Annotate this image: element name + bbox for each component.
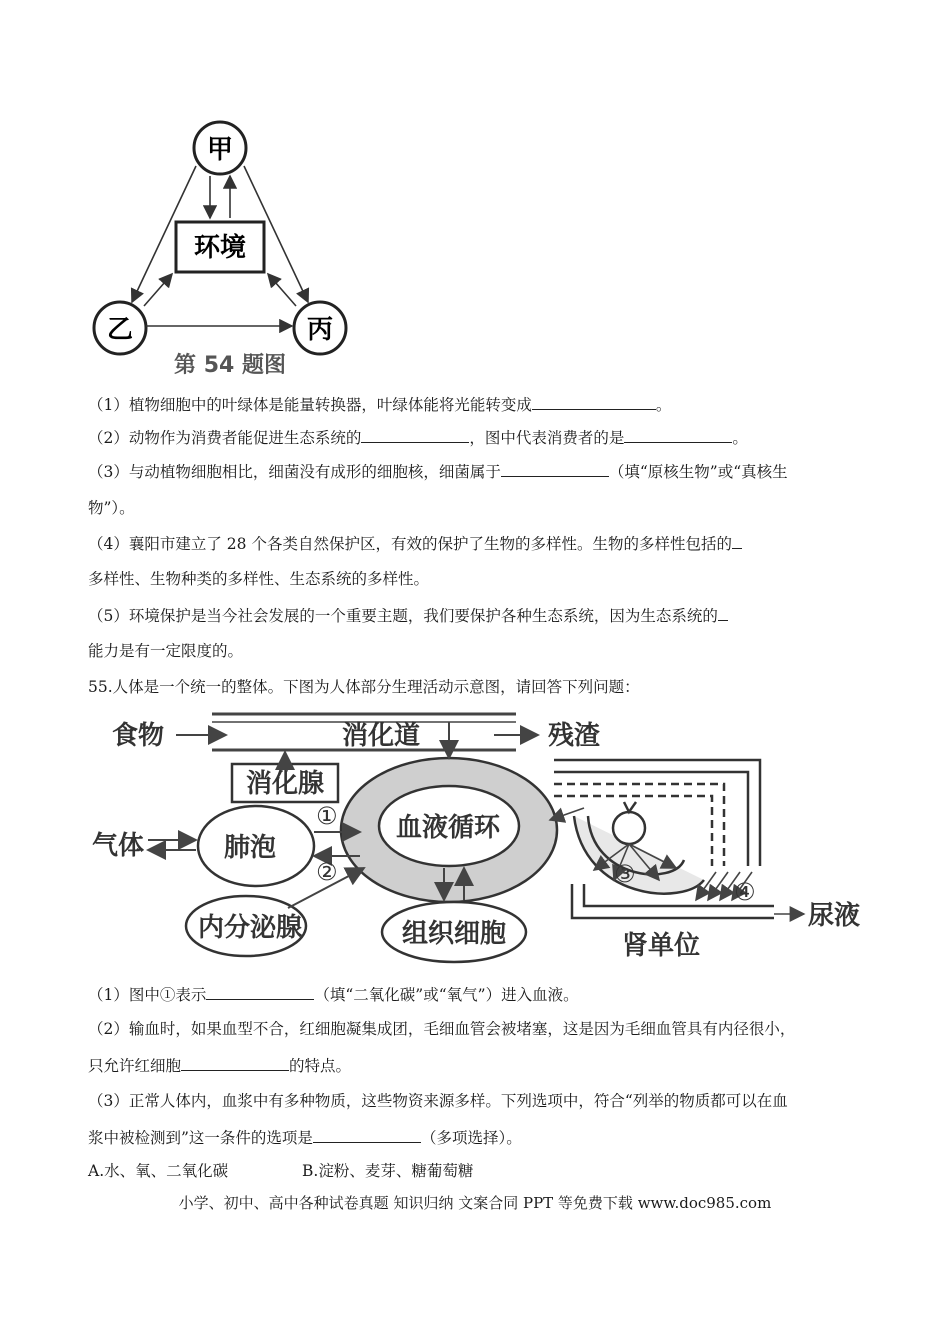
answer-blank[interactable] (206, 983, 314, 1000)
answer-blank[interactable] (501, 460, 609, 477)
q55-options (88, 1160, 473, 1182)
q54-s4: （4）襄阳市建立了 28 个各类自然保护区，有效的保护了生物的多样性。生物的多样性包括的 (88, 532, 742, 555)
option-b[interactable]: B.淀粉、麦芽、糖葡萄糖 (302, 1162, 474, 1180)
alveoli-label: 肺泡 (224, 833, 277, 863)
figure-caption: 第 54 题图 (174, 353, 286, 378)
physiology-diagram (84, 700, 864, 970)
marker-2: ② (316, 858, 338, 886)
environment-label: 环境 (193, 233, 247, 263)
q55-s1: （1）图中①表示 （填“二氧化碳”或“氧气”）进入血液。 (88, 983, 579, 1006)
q54-s1: （1）植物细胞中的叶绿体是能量转换器，叶绿体能将光能转变成 。 (88, 393, 671, 416)
digestive-gland-label: 消化腺 (246, 769, 325, 799)
q55-s3: （3）正常人体内，血浆中有多种物质，这些物资来源多样。下列选项中，符合“列举的物质都可以在血 (88, 1092, 788, 1110)
q54-s5: （5）环境保护是当今社会发展的一个重要主题，我们要保护各种生态系统，因为生态系统的 (88, 604, 728, 627)
q54-s2: （2）动物作为消费者能促进生态系统的 ，图中代表消费者的是 。 (88, 426, 748, 449)
answer-blank[interactable] (532, 393, 656, 410)
node-yi-label: 乙 (106, 315, 134, 345)
marker-4: ④ (734, 878, 756, 906)
q55-title: 55.人体是一个统一的整体。下图为人体部分生理活动示意图，请回答下列问题： (88, 678, 640, 696)
q55-s3-cont: 浆中被检测到”这一条件的选项是 （多项选择）。 (88, 1126, 522, 1149)
answer-blank[interactable] (313, 1126, 421, 1143)
q54-s5-cont: 能力是有一定限度的。 (88, 642, 244, 660)
gas-label: 气体 (92, 831, 145, 861)
answer-blank[interactable] (732, 532, 742, 549)
answer-blank[interactable] (181, 1054, 289, 1071)
nephron-label: 肾单位 (622, 931, 701, 961)
answer-blank[interactable] (624, 426, 732, 443)
node-bing-label: 丙 (306, 315, 334, 345)
q55-s2: （2）输血时，如果血型不合，红细胞凝集成团，毛细血管会被堵塞，这是因为毛细血管具有内径很小， (88, 1020, 796, 1038)
urine-label: 尿液 (808, 901, 861, 931)
residue-label: 残渣 (548, 721, 601, 751)
marker-3: ③ (614, 860, 636, 888)
q54-s4-cont: 多样性、生物种类的多样性、生态系统的多样性。 (88, 570, 430, 588)
digestive-tract-label: 消化道 (342, 721, 421, 751)
node-jia-label: 甲 (206, 135, 234, 165)
answer-blank[interactable] (361, 426, 469, 443)
food-label: 食物 (112, 721, 165, 751)
page-footer: 小学、初中、高中各种试卷真题 知识归纳 文案合同 PPT 等免费下载 www.doc985.com (178, 1194, 772, 1212)
q54-s3-cont: 物”）。 (88, 499, 135, 517)
marker-1: ① (316, 802, 338, 830)
q54-s3: （3）与动植物细胞相比，细菌没有成形的细胞核，细菌属于 （填“原核生物”或“真核生 (88, 460, 788, 483)
q55-s2-cont: 只允许红细胞 的特点。 (88, 1054, 351, 1077)
answer-blank[interactable] (718, 604, 728, 621)
tissue-cells-label: 组织细胞 (402, 919, 507, 949)
blood-circulation-label: 血液循环 (396, 813, 501, 843)
ecosystem-diagram (88, 108, 378, 388)
option-a[interactable]: A.水、氧、二氧化碳 (88, 1162, 229, 1180)
endocrine-gland-label: 内分泌腺 (198, 913, 303, 943)
